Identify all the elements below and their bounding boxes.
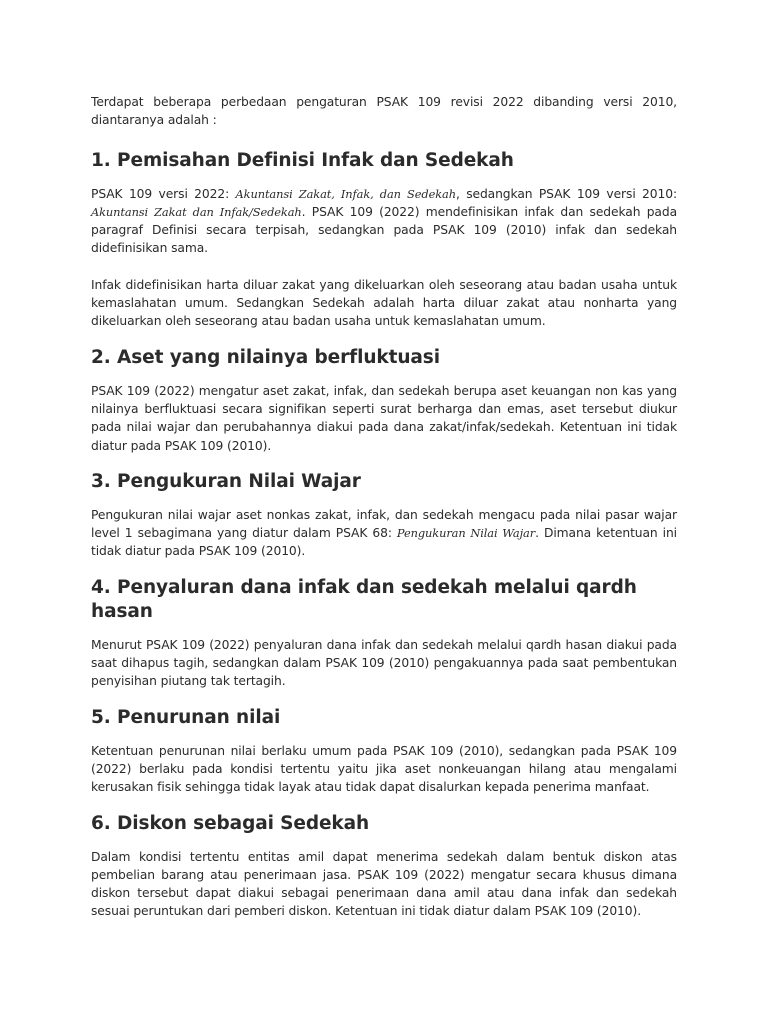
section-heading: 5. Penurunan nilai xyxy=(91,706,281,728)
intro-paragraph: Terdapat beberapa perbedaan pengaturan PSAK 109 revisi 2022 dibanding versi 2010, diantaranya adalah : xyxy=(91,95,677,128)
section-2 xyxy=(91,346,677,455)
section-heading: 3. Pengukuran Nilai Wajar xyxy=(91,470,361,492)
section-paragraph: Dalam kondisi tertentu entitas amil dapat menerima sedekah dalam bentuk diskon atas pembelian barang atau penerimaan jasa. PSAK 109 (2022) mengatur secara khusus dimana diskon tersebut dapat diakui sebagai penerimaan dana amil atau dana infak dan sedekah sesuai peruntukan dari pemberi diskon. Ketentuan ini tidak diatur dalam PSAK 109 (2010). xyxy=(91,849,677,919)
section-5 xyxy=(91,706,677,797)
section-heading: 4. Penyaluran dana infak dan sedekah melalui qardh hasan xyxy=(91,576,637,622)
section-paragraph: Menurut PSAK 109 (2022) penyaluran dana infak dan sedekah melalui qardh hasan diakui pada saat dihapus tagih, sedangkan dalam PSAK 109 (2010) pengakuannya pada saat pembentukan penyisihan piutang tak tertagih. xyxy=(91,637,677,689)
section-paragraph: Ketentuan penurunan nilai berlaku umum pada PSAK 109 (2010), sedangkan pada PSAK 109 (2022) berlaku pada kondisi tertentu yaitu jika aset nonkeuangan hilang atau mengalami kerusakan fisik sehingga tidak layak atau tidak dapat disalurkan kepada penerima manfaat. xyxy=(91,743,677,795)
document-page xyxy=(91,93,677,936)
text-run: , sedangkan PSAK 109 versi 2010: xyxy=(455,186,677,201)
section-paragraph xyxy=(91,185,677,258)
text-run: . Dimana ketentuan ini tidak diatur pada PSAK 109 (2010). xyxy=(91,526,677,559)
section-heading: 6. Diskon sebagai Sedekah xyxy=(91,812,370,834)
italic-title: Akuntansi Zakat, Infak, dan Sedekah xyxy=(235,186,456,201)
section-heading: 1. Pemisahan Definisi Infak dan Sedekah xyxy=(91,149,514,171)
italic-title: Pengukuran Nilai Wajar xyxy=(396,526,536,541)
section-paragraph: Infak didefinisikan harta diluar zakat yang dikeluarkan oleh seseorang atau badan usaha untuk kemaslahatan umum. Sedangkan Sedekah adalah harta diluar zakat atau nonharta yang dikeluarkan oleh seseorang atau badan usaha untuk kemaslahatan umum. xyxy=(91,277,677,329)
text-run: PSAK 109 versi 2022: xyxy=(91,186,236,201)
section-heading: 2. Aset yang nilainya berfluktuasi xyxy=(91,346,440,368)
section-4 xyxy=(91,576,677,691)
italic-title: Akuntansi Zakat dan Infak/Sedekah xyxy=(91,204,302,219)
section-paragraph xyxy=(91,506,677,561)
section-paragraph: PSAK 109 (2022) mengatur aset zakat, infak, dan sedekah berupa aset keuangan non kas yang nilainya berfluktuasi secara signifikan seperti surat berharga dan emas, aset tersebut diukur pada nilai wajar dan perubahannya diakui pada dana zakat/infak/sedekah. Ketentuan ini tidak diatur pada PSAK 109 (2010). xyxy=(91,383,677,453)
section-1 xyxy=(91,149,677,331)
section-3 xyxy=(91,470,677,561)
section-6 xyxy=(91,812,677,921)
text-run: Pengukuran nilai wajar aset nonkas zakat, infak, dan sedekah mengacu pada nilai pasar wajar level 1 sebagimana yang diatur dalam PSAK 68: xyxy=(91,507,677,541)
text-run: . PSAK 109 (2022) mendefinisikan infak dan sedekah pada paragraf Definisi secara terpisah, sedangkan pada PSAK 109 (2010) infak dan sedekah didefinisikan sama. xyxy=(91,204,678,256)
